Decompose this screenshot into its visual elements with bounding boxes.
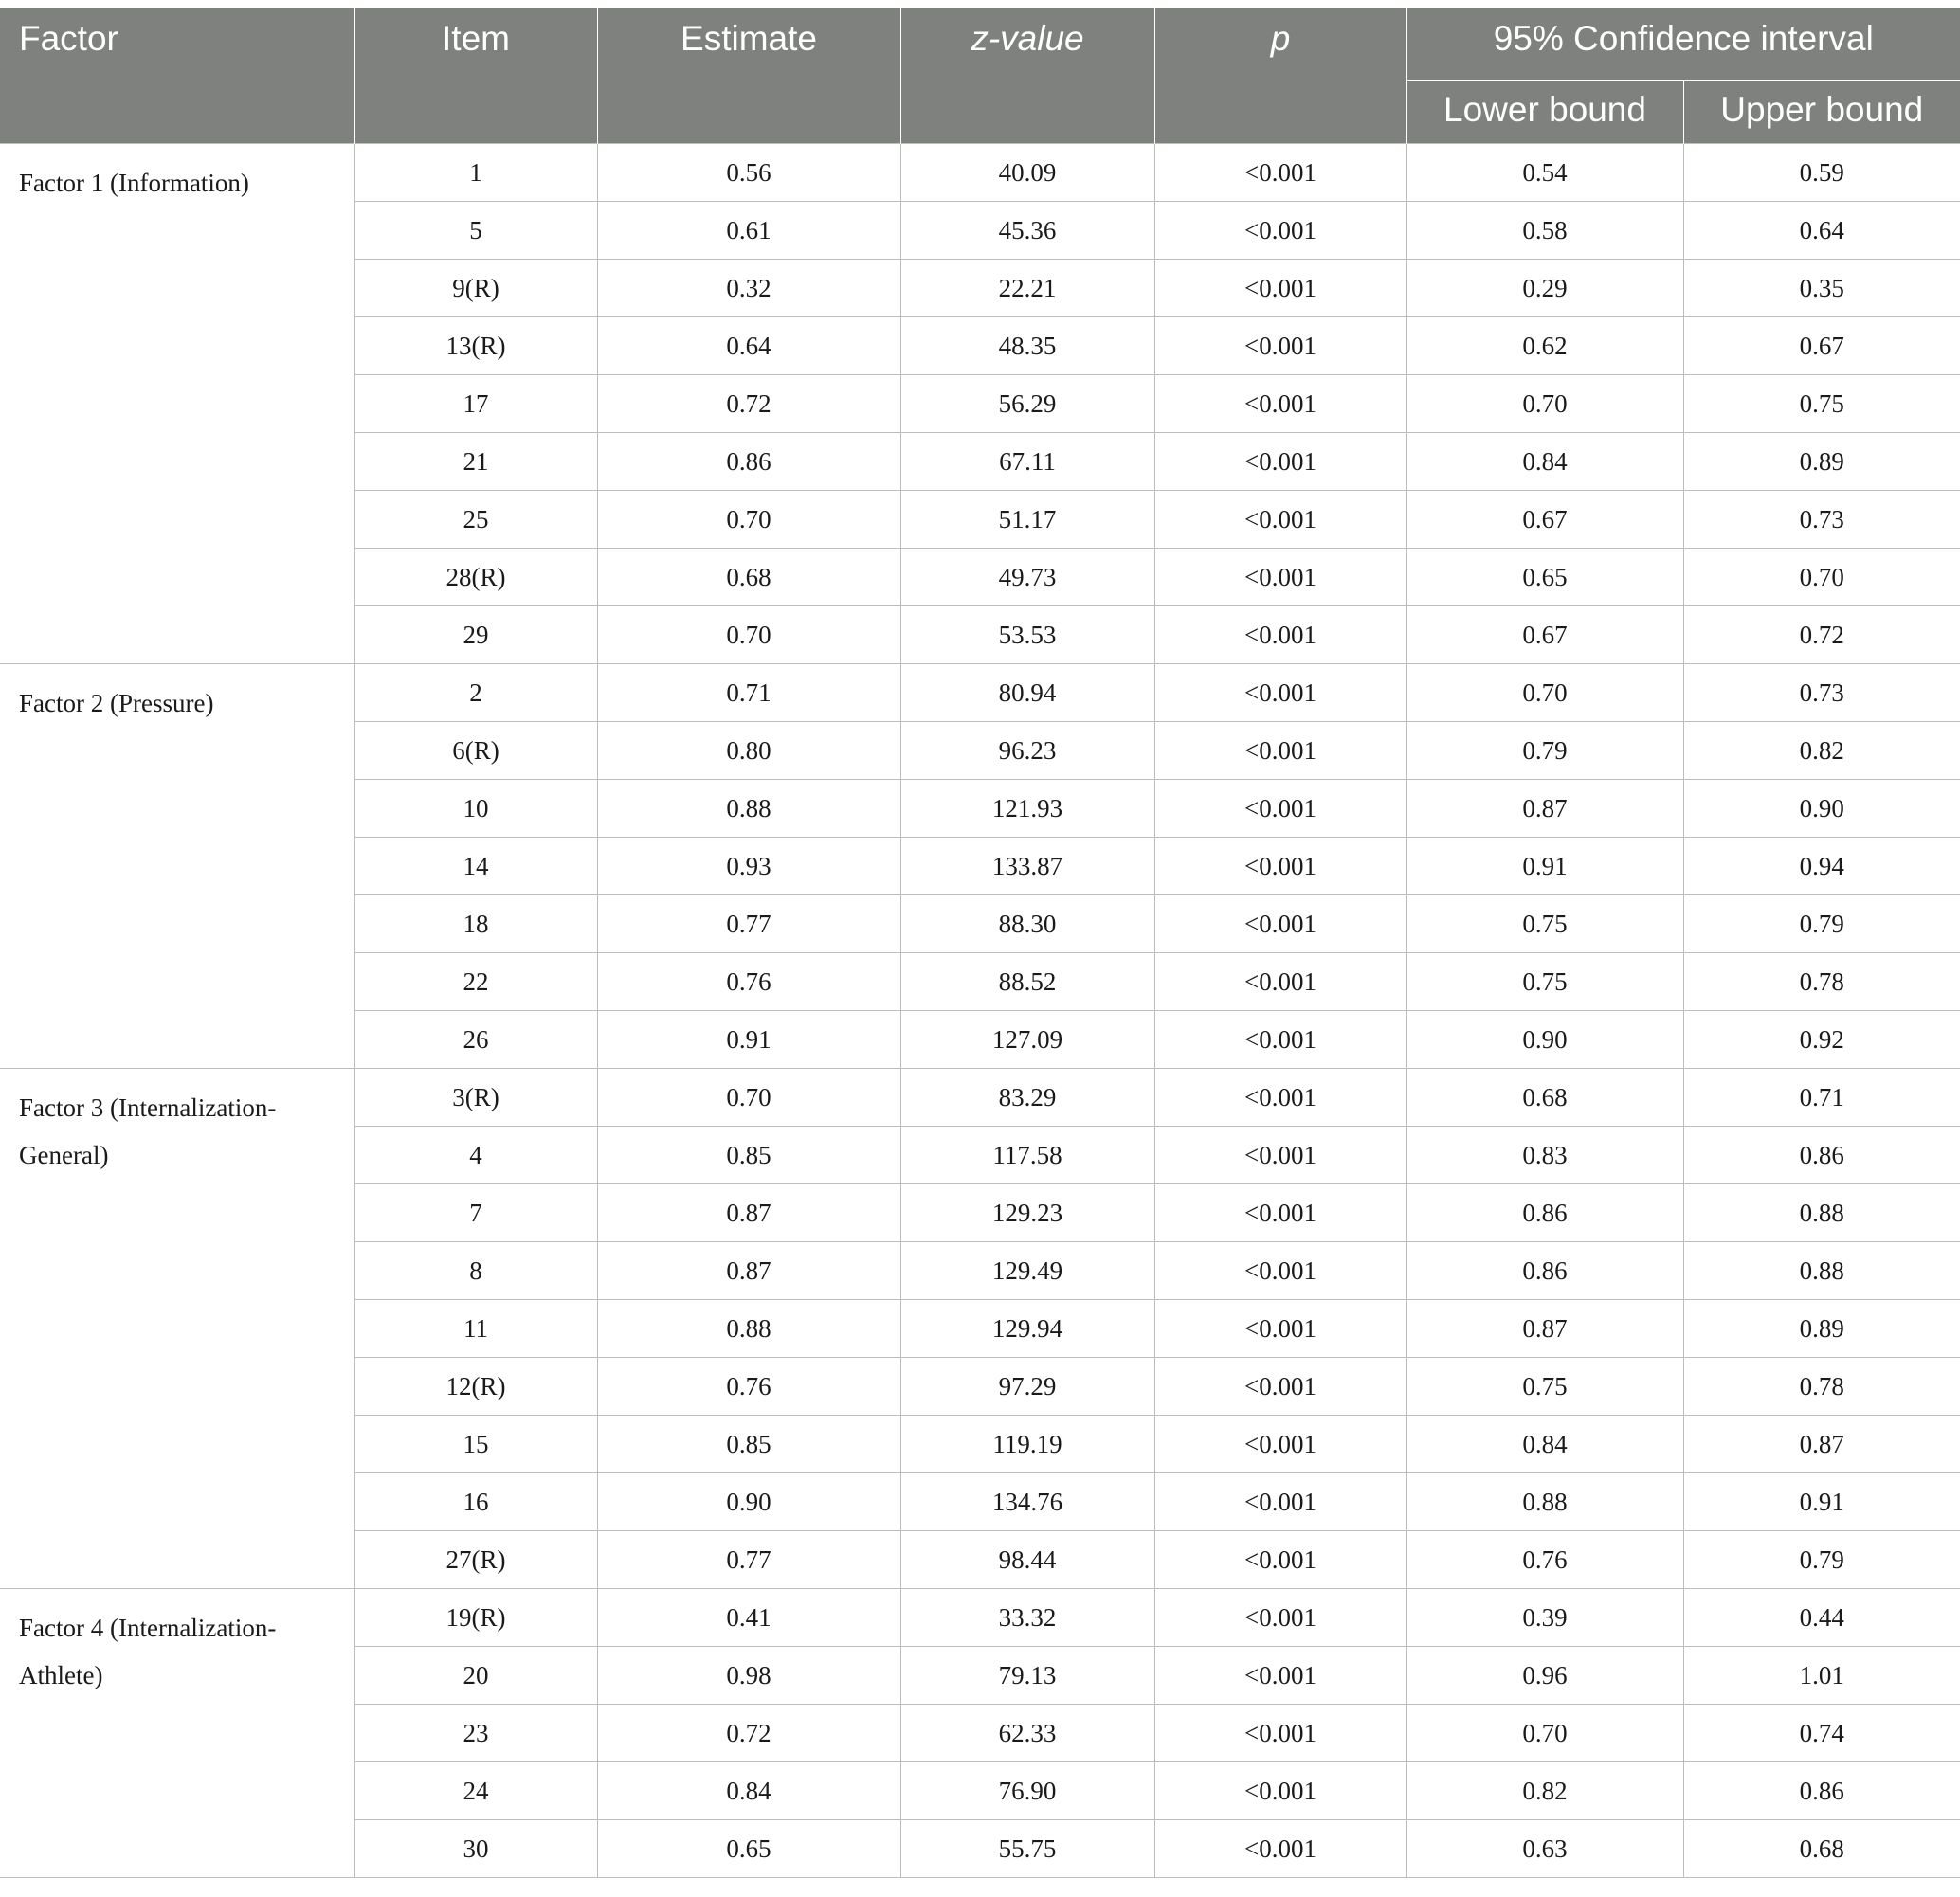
p-cell: <0.001: [1154, 1127, 1406, 1184]
lower-bound-cell: 0.84: [1406, 433, 1683, 491]
upper-bound-cell: 0.74: [1683, 1705, 1960, 1762]
upper-bound-cell: 0.90: [1683, 780, 1960, 838]
upper-bound-cell: 0.70: [1683, 549, 1960, 606]
upper-bound-cell: 0.89: [1683, 433, 1960, 491]
estimate-cell: 0.93: [597, 838, 900, 895]
lower-bound-cell: 0.86: [1406, 1184, 1683, 1242]
p-cell: <0.001: [1154, 1762, 1406, 1820]
factor-cell: Factor 1 (Information): [0, 144, 354, 664]
lower-bound-cell: 0.67: [1406, 606, 1683, 664]
item-cell: 7: [354, 1184, 597, 1242]
z-value-cell: 97.29: [900, 1358, 1154, 1416]
p-cell: <0.001: [1154, 202, 1406, 260]
upper-bound-cell: 0.79: [1683, 895, 1960, 953]
estimate-cell: 0.91: [597, 1011, 900, 1069]
lower-bound-cell: 0.75: [1406, 1358, 1683, 1416]
z-value-cell: 133.87: [900, 838, 1154, 895]
upper-bound-cell: 1.01: [1683, 1647, 1960, 1705]
estimate-cell: 0.56: [597, 144, 900, 202]
table-row: [0, 1589, 1960, 1647]
lower-bound-cell: 0.91: [1406, 838, 1683, 895]
z-value-cell: 40.09: [900, 144, 1154, 202]
upper-bound-cell: 0.78: [1683, 1358, 1960, 1416]
item-cell: 17: [354, 375, 597, 433]
estimate-cell: 0.71: [597, 664, 900, 722]
lower-bound-cell: 0.82: [1406, 1762, 1683, 1820]
estimate-cell: 0.68: [597, 549, 900, 606]
p-cell: <0.001: [1154, 1069, 1406, 1127]
item-cell: 15: [354, 1416, 597, 1473]
z-value-cell: 33.32: [900, 1589, 1154, 1647]
table-row: [0, 664, 1960, 722]
estimate-cell: 0.41: [597, 1589, 900, 1647]
lower-bound-cell: 0.54: [1406, 144, 1683, 202]
z-value-cell: 96.23: [900, 722, 1154, 780]
estimate-cell: 0.64: [597, 317, 900, 375]
item-cell: 4: [354, 1127, 597, 1184]
estimate-cell: 0.32: [597, 260, 900, 317]
p-cell: <0.001: [1154, 260, 1406, 317]
p-cell: <0.001: [1154, 722, 1406, 780]
z-value-cell: 134.76: [900, 1473, 1154, 1531]
lower-bound-cell: 0.90: [1406, 1011, 1683, 1069]
p-cell: <0.001: [1154, 375, 1406, 433]
estimate-cell: 0.70: [597, 1069, 900, 1127]
z-value-cell: 67.11: [900, 433, 1154, 491]
z-value-cell: 62.33: [900, 1705, 1154, 1762]
item-cell: 28(R): [354, 549, 597, 606]
z-value-cell: 119.19: [900, 1416, 1154, 1473]
lower-bound-cell: 0.62: [1406, 317, 1683, 375]
item-cell: 26: [354, 1011, 597, 1069]
p-cell: <0.001: [1154, 433, 1406, 491]
upper-bound-cell: 0.86: [1683, 1127, 1960, 1184]
item-cell: 10: [354, 780, 597, 838]
upper-bound-cell: 0.35: [1683, 260, 1960, 317]
estimate-cell: 0.84: [597, 1762, 900, 1820]
upper-bound-cell: 0.87: [1683, 1416, 1960, 1473]
z-value-cell: 56.29: [900, 375, 1154, 433]
item-cell: 13(R): [354, 317, 597, 375]
factor-loadings-table: [0, 8, 1960, 1878]
item-cell: 20: [354, 1647, 597, 1705]
table-row: [0, 144, 1960, 202]
item-cell: 29: [354, 606, 597, 664]
upper-bound-cell: 0.88: [1683, 1184, 1960, 1242]
upper-bound-cell: 0.75: [1683, 375, 1960, 433]
factor-cell: Factor 3 (Internalization-General): [0, 1069, 354, 1589]
upper-bound-cell: 0.86: [1683, 1762, 1960, 1820]
p-cell: <0.001: [1154, 1358, 1406, 1416]
z-value-cell: 129.94: [900, 1300, 1154, 1358]
lower-bound-cell: 0.84: [1406, 1416, 1683, 1473]
estimate-cell: 0.88: [597, 1300, 900, 1358]
lower-bound-cell: 0.88: [1406, 1473, 1683, 1531]
lower-bound-cell: 0.79: [1406, 722, 1683, 780]
lower-bound-cell: 0.75: [1406, 953, 1683, 1011]
p-cell: <0.001: [1154, 1473, 1406, 1531]
header-p: [1154, 8, 1406, 144]
estimate-cell: 0.65: [597, 1820, 900, 1878]
estimate-cell: 0.88: [597, 780, 900, 838]
p-cell: <0.001: [1154, 895, 1406, 953]
upper-bound-cell: 0.73: [1683, 664, 1960, 722]
lower-bound-cell: 0.87: [1406, 780, 1683, 838]
z-value-cell: 51.17: [900, 491, 1154, 549]
upper-bound-cell: 0.82: [1683, 722, 1960, 780]
estimate-cell: 0.77: [597, 895, 900, 953]
p-cell: <0.001: [1154, 838, 1406, 895]
table-body: [0, 144, 1960, 1878]
p-cell: <0.001: [1154, 144, 1406, 202]
estimate-cell: 0.76: [597, 953, 900, 1011]
p-cell: <0.001: [1154, 1647, 1406, 1705]
estimate-cell: 0.80: [597, 722, 900, 780]
z-value-cell: 98.44: [900, 1531, 1154, 1589]
estimate-cell: 0.77: [597, 1531, 900, 1589]
estimate-cell: 0.86: [597, 433, 900, 491]
upper-bound-cell: 0.88: [1683, 1242, 1960, 1300]
p-cell: <0.001: [1154, 1705, 1406, 1762]
estimate-cell: 0.76: [597, 1358, 900, 1416]
upper-bound-cell: 0.94: [1683, 838, 1960, 895]
p-cell: <0.001: [1154, 317, 1406, 375]
estimate-cell: 0.87: [597, 1242, 900, 1300]
z-value-cell: 129.23: [900, 1184, 1154, 1242]
upper-bound-cell: 0.44: [1683, 1589, 1960, 1647]
p-cell: <0.001: [1154, 1011, 1406, 1069]
estimate-cell: 0.72: [597, 1705, 900, 1762]
upper-bound-cell: 0.67: [1683, 317, 1960, 375]
item-cell: 8: [354, 1242, 597, 1300]
lower-bound-cell: 0.70: [1406, 375, 1683, 433]
p-cell: <0.001: [1154, 780, 1406, 838]
table-row: [0, 1069, 1960, 1127]
lower-bound-cell: 0.83: [1406, 1127, 1683, 1184]
item-cell: 9(R): [354, 260, 597, 317]
upper-bound-cell: 0.64: [1683, 202, 1960, 260]
z-value-cell: 76.90: [900, 1762, 1154, 1820]
z-value-cell: 55.75: [900, 1820, 1154, 1878]
item-cell: 3(R): [354, 1069, 597, 1127]
estimate-cell: 0.98: [597, 1647, 900, 1705]
item-cell: 14: [354, 838, 597, 895]
lower-bound-cell: 0.70: [1406, 1705, 1683, 1762]
upper-bound-cell: 0.72: [1683, 606, 1960, 664]
item-cell: 18: [354, 895, 597, 953]
lower-bound-cell: 0.76: [1406, 1531, 1683, 1589]
p-cell: <0.001: [1154, 606, 1406, 664]
p-cell: <0.001: [1154, 549, 1406, 606]
z-value-cell: 121.93: [900, 780, 1154, 838]
header-factor: Factor: [0, 8, 354, 144]
z-value-cell: 22.21: [900, 260, 1154, 317]
z-value-cell: 45.36: [900, 202, 1154, 260]
item-cell: 21: [354, 433, 597, 491]
z-value-cell: 79.13: [900, 1647, 1154, 1705]
estimate-cell: 0.85: [597, 1127, 900, 1184]
p-cell: <0.001: [1154, 1242, 1406, 1300]
header-upper-bound: Upper bound: [1683, 81, 1960, 144]
z-value-cell: 117.58: [900, 1127, 1154, 1184]
p-cell: <0.001: [1154, 1184, 1406, 1242]
item-cell: 16: [354, 1473, 597, 1531]
estimate-cell: 0.87: [597, 1184, 900, 1242]
p-cell: <0.001: [1154, 491, 1406, 549]
z-value-cell: 127.09: [900, 1011, 1154, 1069]
item-cell: 22: [354, 953, 597, 1011]
z-value-cell: 80.94: [900, 664, 1154, 722]
lower-bound-cell: 0.39: [1406, 1589, 1683, 1647]
z-value-cell: 53.53: [900, 606, 1154, 664]
z-value-cell: 49.73: [900, 549, 1154, 606]
lower-bound-cell: 0.75: [1406, 895, 1683, 953]
item-cell: 11: [354, 1300, 597, 1358]
upper-bound-cell: 0.73: [1683, 491, 1960, 549]
estimate-cell: 0.70: [597, 491, 900, 549]
header-item: Item: [354, 8, 597, 144]
factor-cell: Factor 2 (Pressure): [0, 664, 354, 1069]
item-cell: 12(R): [354, 1358, 597, 1416]
upper-bound-cell: 0.71: [1683, 1069, 1960, 1127]
lower-bound-cell: 0.68: [1406, 1069, 1683, 1127]
lower-bound-cell: 0.29: [1406, 260, 1683, 317]
p-cell: <0.001: [1154, 1416, 1406, 1473]
item-cell: 25: [354, 491, 597, 549]
lower-bound-cell: 0.58: [1406, 202, 1683, 260]
upper-bound-cell: 0.79: [1683, 1531, 1960, 1589]
item-cell: 6(R): [354, 722, 597, 780]
upper-bound-cell: 0.59: [1683, 144, 1960, 202]
header-confidence-interval: 95% Confidence interval: [1406, 8, 1960, 81]
estimate-cell: 0.70: [597, 606, 900, 664]
upper-bound-cell: 0.89: [1683, 1300, 1960, 1358]
lower-bound-cell: 0.63: [1406, 1820, 1683, 1878]
header-p-text: p: [1270, 19, 1291, 58]
lower-bound-cell: 0.86: [1406, 1242, 1683, 1300]
estimate-cell: 0.61: [597, 202, 900, 260]
factor-cell: Factor 4 (Internalization-Athlete): [0, 1589, 354, 1878]
lower-bound-cell: 0.67: [1406, 491, 1683, 549]
upper-bound-cell: 0.78: [1683, 953, 1960, 1011]
item-cell: 1: [354, 144, 597, 202]
p-cell: <0.001: [1154, 1300, 1406, 1358]
item-cell: 30: [354, 1820, 597, 1878]
upper-bound-cell: 0.91: [1683, 1473, 1960, 1531]
upper-bound-cell: 0.92: [1683, 1011, 1960, 1069]
item-cell: 2: [354, 664, 597, 722]
table-header: [0, 8, 1960, 144]
p-cell: <0.001: [1154, 1589, 1406, 1647]
z-value-cell: 129.49: [900, 1242, 1154, 1300]
lower-bound-cell: 0.65: [1406, 549, 1683, 606]
z-value-cell: 48.35: [900, 317, 1154, 375]
estimate-cell: 0.72: [597, 375, 900, 433]
header-lower-bound: Lower bound: [1406, 81, 1683, 144]
z-value-cell: 88.52: [900, 953, 1154, 1011]
item-cell: 27(R): [354, 1531, 597, 1589]
z-value-cell: 88.30: [900, 895, 1154, 953]
p-cell: <0.001: [1154, 953, 1406, 1011]
estimate-cell: 0.85: [597, 1416, 900, 1473]
item-cell: 19(R): [354, 1589, 597, 1647]
header-estimate: Estimate: [597, 8, 900, 144]
item-cell: 23: [354, 1705, 597, 1762]
header-z-value-text: z-value: [971, 19, 1084, 58]
lower-bound-cell: 0.96: [1406, 1647, 1683, 1705]
lower-bound-cell: 0.70: [1406, 664, 1683, 722]
item-cell: 5: [354, 202, 597, 260]
item-cell: 24: [354, 1762, 597, 1820]
p-cell: <0.001: [1154, 1820, 1406, 1878]
p-cell: <0.001: [1154, 664, 1406, 722]
lower-bound-cell: 0.87: [1406, 1300, 1683, 1358]
z-value-cell: 83.29: [900, 1069, 1154, 1127]
estimate-cell: 0.90: [597, 1473, 900, 1531]
upper-bound-cell: 0.68: [1683, 1820, 1960, 1878]
header-z-value: [900, 8, 1154, 144]
p-cell: <0.001: [1154, 1531, 1406, 1589]
